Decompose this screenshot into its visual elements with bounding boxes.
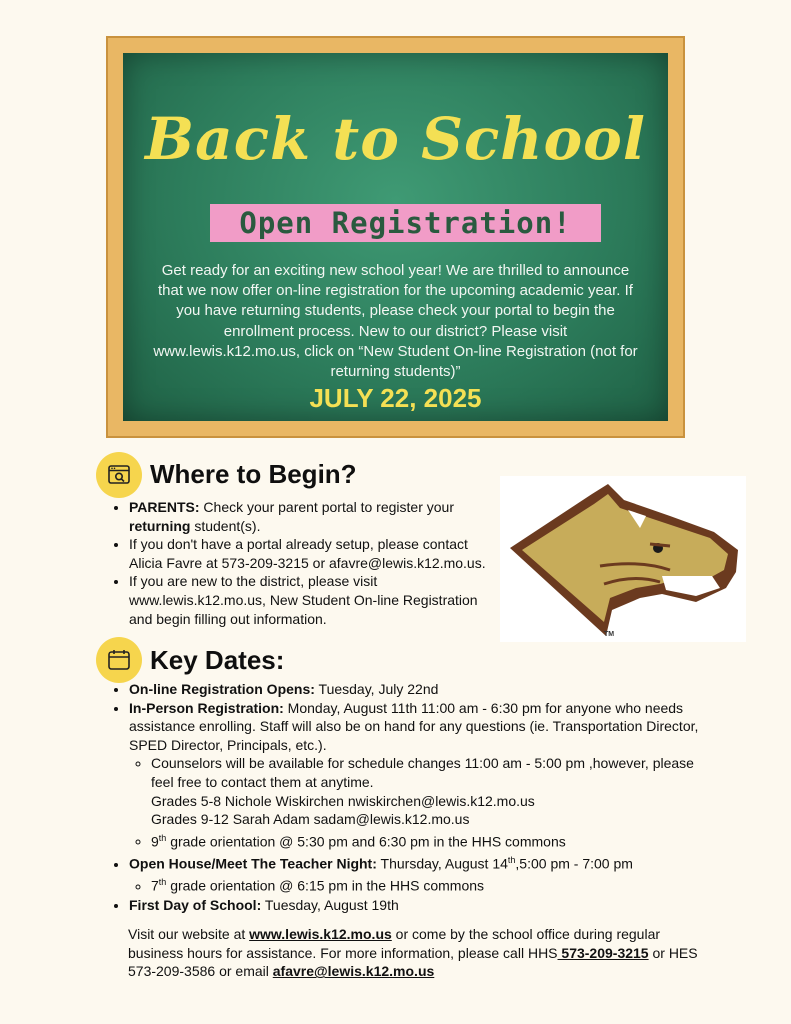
chalkboard xyxy=(123,53,668,421)
where-to-begin-heading: Where to Begin? xyxy=(150,459,357,489)
in-person-sublist xyxy=(151,754,712,851)
board-date: JULY 22, 2025 xyxy=(309,383,482,413)
trademark-text: TM xyxy=(604,631,615,638)
list-item: ◦ Counselors will be available for schedule changes 11:00 am - 5:00 pm ,however, please feel free to contact them at anytime. Grades 5-8 Nichole Wiskirchen nwiskirchen@lewis.k12.mo.us Grades 9-12 Sarah Adam sadam@lewis.k12.mo.us xyxy=(151,754,712,828)
chalkboard-frame xyxy=(106,36,685,438)
list-item: • If you don't have a portal already setup, please contact Alicia Favre at 573-209-3215 or afavre@lewis.k12.mo.us. xyxy=(129,535,492,572)
list-item: • On-line Registration Opens: Tuesday, July 22nd xyxy=(129,680,712,699)
cougar-mascot-icon xyxy=(500,476,746,642)
open-house-sublist xyxy=(151,873,712,895)
list-item: • In-Person Registration: Monday, August 11th 11:00 am - 6:30 pm for anyone who needs assistance enrolling. Staff will also be on hand for any questions (ie. Transportation Director, SPED Director, Principals, etc.). ◦ Counselors will be available for schedule changes 11:00 am - 5:00 pm ,however, please feel free to contact them at anytime. Grades 5-8 Nichole Wiskirchen nwiskirchen@lewis.k12.mo.us Grades 9-12 Sarah Adam sadam@lewis.k12.mo.us ◦ 9th grade orientation @ 5:30 pm and 6:30 pm in the HHS commons xyxy=(129,699,712,851)
calendar-icon xyxy=(96,637,142,683)
list-item: • Open House/Meet The Teacher Night: Thursday, August 14th,5:00 pm - 7:00 pm ◦ 7th grade orientation @ 6:15 pm in the HHS commons xyxy=(129,851,712,896)
board-title: Back to School xyxy=(145,105,646,173)
key-dates-list xyxy=(112,680,712,914)
registration-banner xyxy=(210,204,601,242)
where-to-begin-list xyxy=(112,498,492,628)
list-item: • If you are new to the district, please visit www.lewis.k12.mo.us, New Student On-line Registration and begin filling out information. xyxy=(129,572,492,628)
list-item: • PARENTS: Check your parent portal to register your returning student(s). xyxy=(129,498,492,535)
website-link[interactable]: www.lewis.k12.mo.us xyxy=(249,926,392,942)
board-body-text: Get ready for an exciting new school year! We are thrilled to announce that we now offer on-line registration for the upcoming academic year. If you have returning students, please check your portal to begin the enrollment process. New to our district? Please visit www.lewis.k12.mo.us, click on “New Student On-line Registration (not for returning students)” xyxy=(153,262,638,381)
banner-text: Open Registration! xyxy=(239,206,572,240)
list-item: ◦ 7th grade orientation @ 6:15 pm in the HHS commons xyxy=(151,873,712,895)
phone-link[interactable]: 573-209-3215 xyxy=(557,944,649,961)
footer-text: Visit our website at www.lewis.k12.mo.us or come by the school office during regular business hours for assistance. For more information, please call HHS 573-209-3215 or HES 573-209-3586 or email afavre@lewis.k12.mo.us xyxy=(128,926,698,980)
list-item: • First Day of School: Tuesday, August 19th xyxy=(129,896,712,915)
email-link[interactable]: afavre@lewis.k12.mo.us xyxy=(272,963,435,980)
list-item: ◦ 9th grade orientation @ 5:30 pm and 6:30 pm in the HHS commons xyxy=(151,829,712,851)
key-dates-heading: Key Dates: xyxy=(150,645,285,675)
browser-search-icon xyxy=(96,452,142,498)
